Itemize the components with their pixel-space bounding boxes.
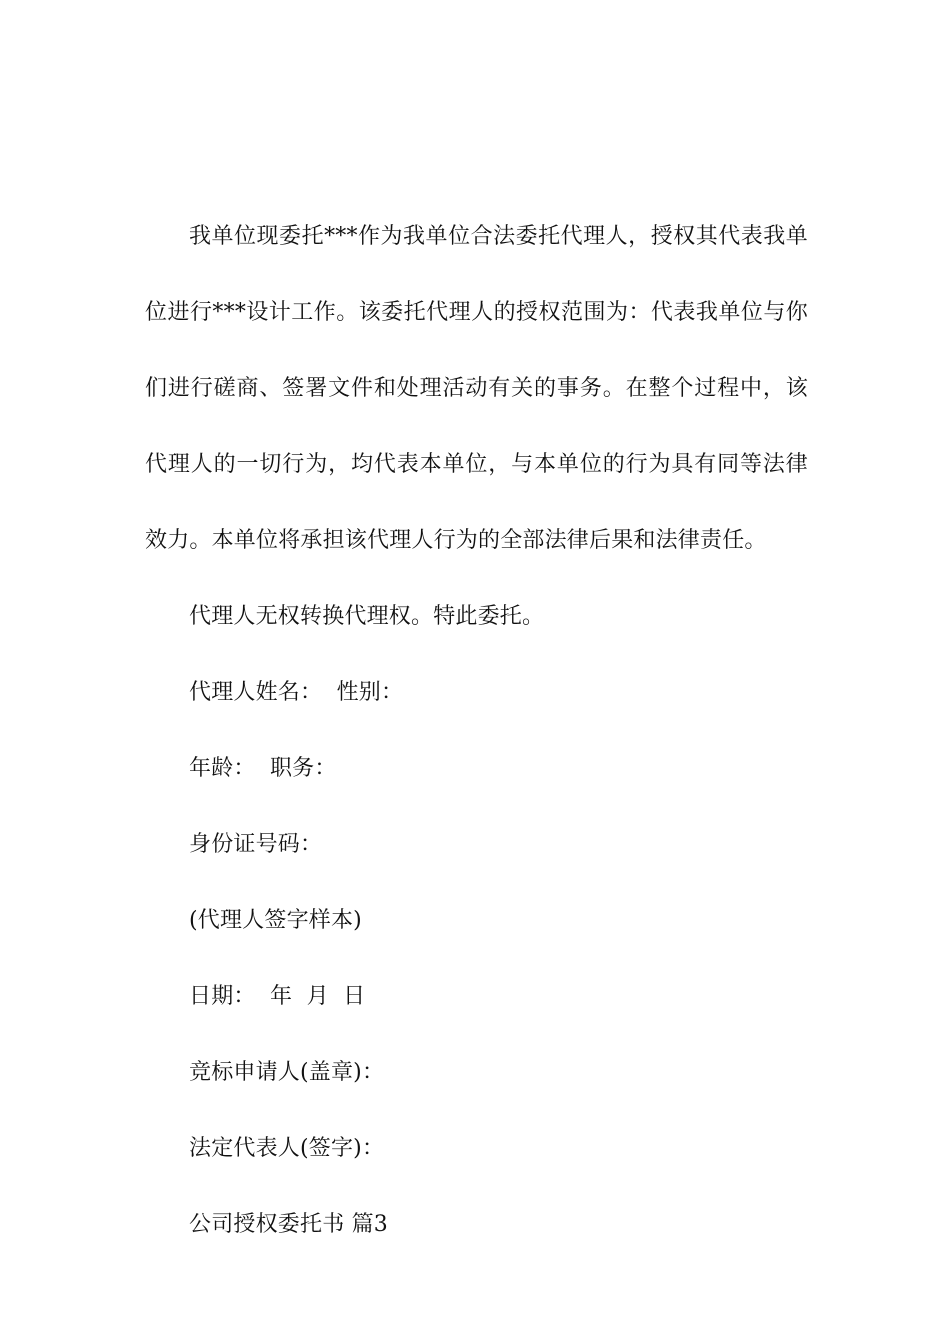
signature-sample-label: (代理人签字样本)	[189, 908, 362, 933]
no-transfer-statement: 代理人无权转换代理权。特此委托。	[189, 604, 545, 629]
legal-representative-signature-field: 法定代表人(签字)：	[189, 1136, 385, 1161]
section-heading: 公司授权委托书 篇3	[189, 1212, 388, 1237]
agent-name-gender-field: 代理人姓名： 性别：	[189, 680, 404, 705]
applicant-seal-field: 竞标申请人(盖章)：	[189, 1060, 385, 1085]
id-number-field: 身份证号码：	[189, 832, 323, 857]
age-position-field: 年龄： 职务：	[189, 756, 337, 781]
date-field: 日期： 年 月 日	[189, 984, 366, 1009]
document-body	[145, 199, 808, 1263]
authorization-paragraph: 我单位现委托***作为我单位合法委托代理人，授权其代表我单位进行***设计工作。该委托代理人的授权范围为：代表我单位与你们进行磋商、签署文件和处理活动有关的事务。在整个过程中，该代理人的一切行为，均代表本单位，与本单位的行为具有同等法律效力。本单位将承担该代理人行为的全部法律后果和法律责任。	[145, 224, 808, 553]
